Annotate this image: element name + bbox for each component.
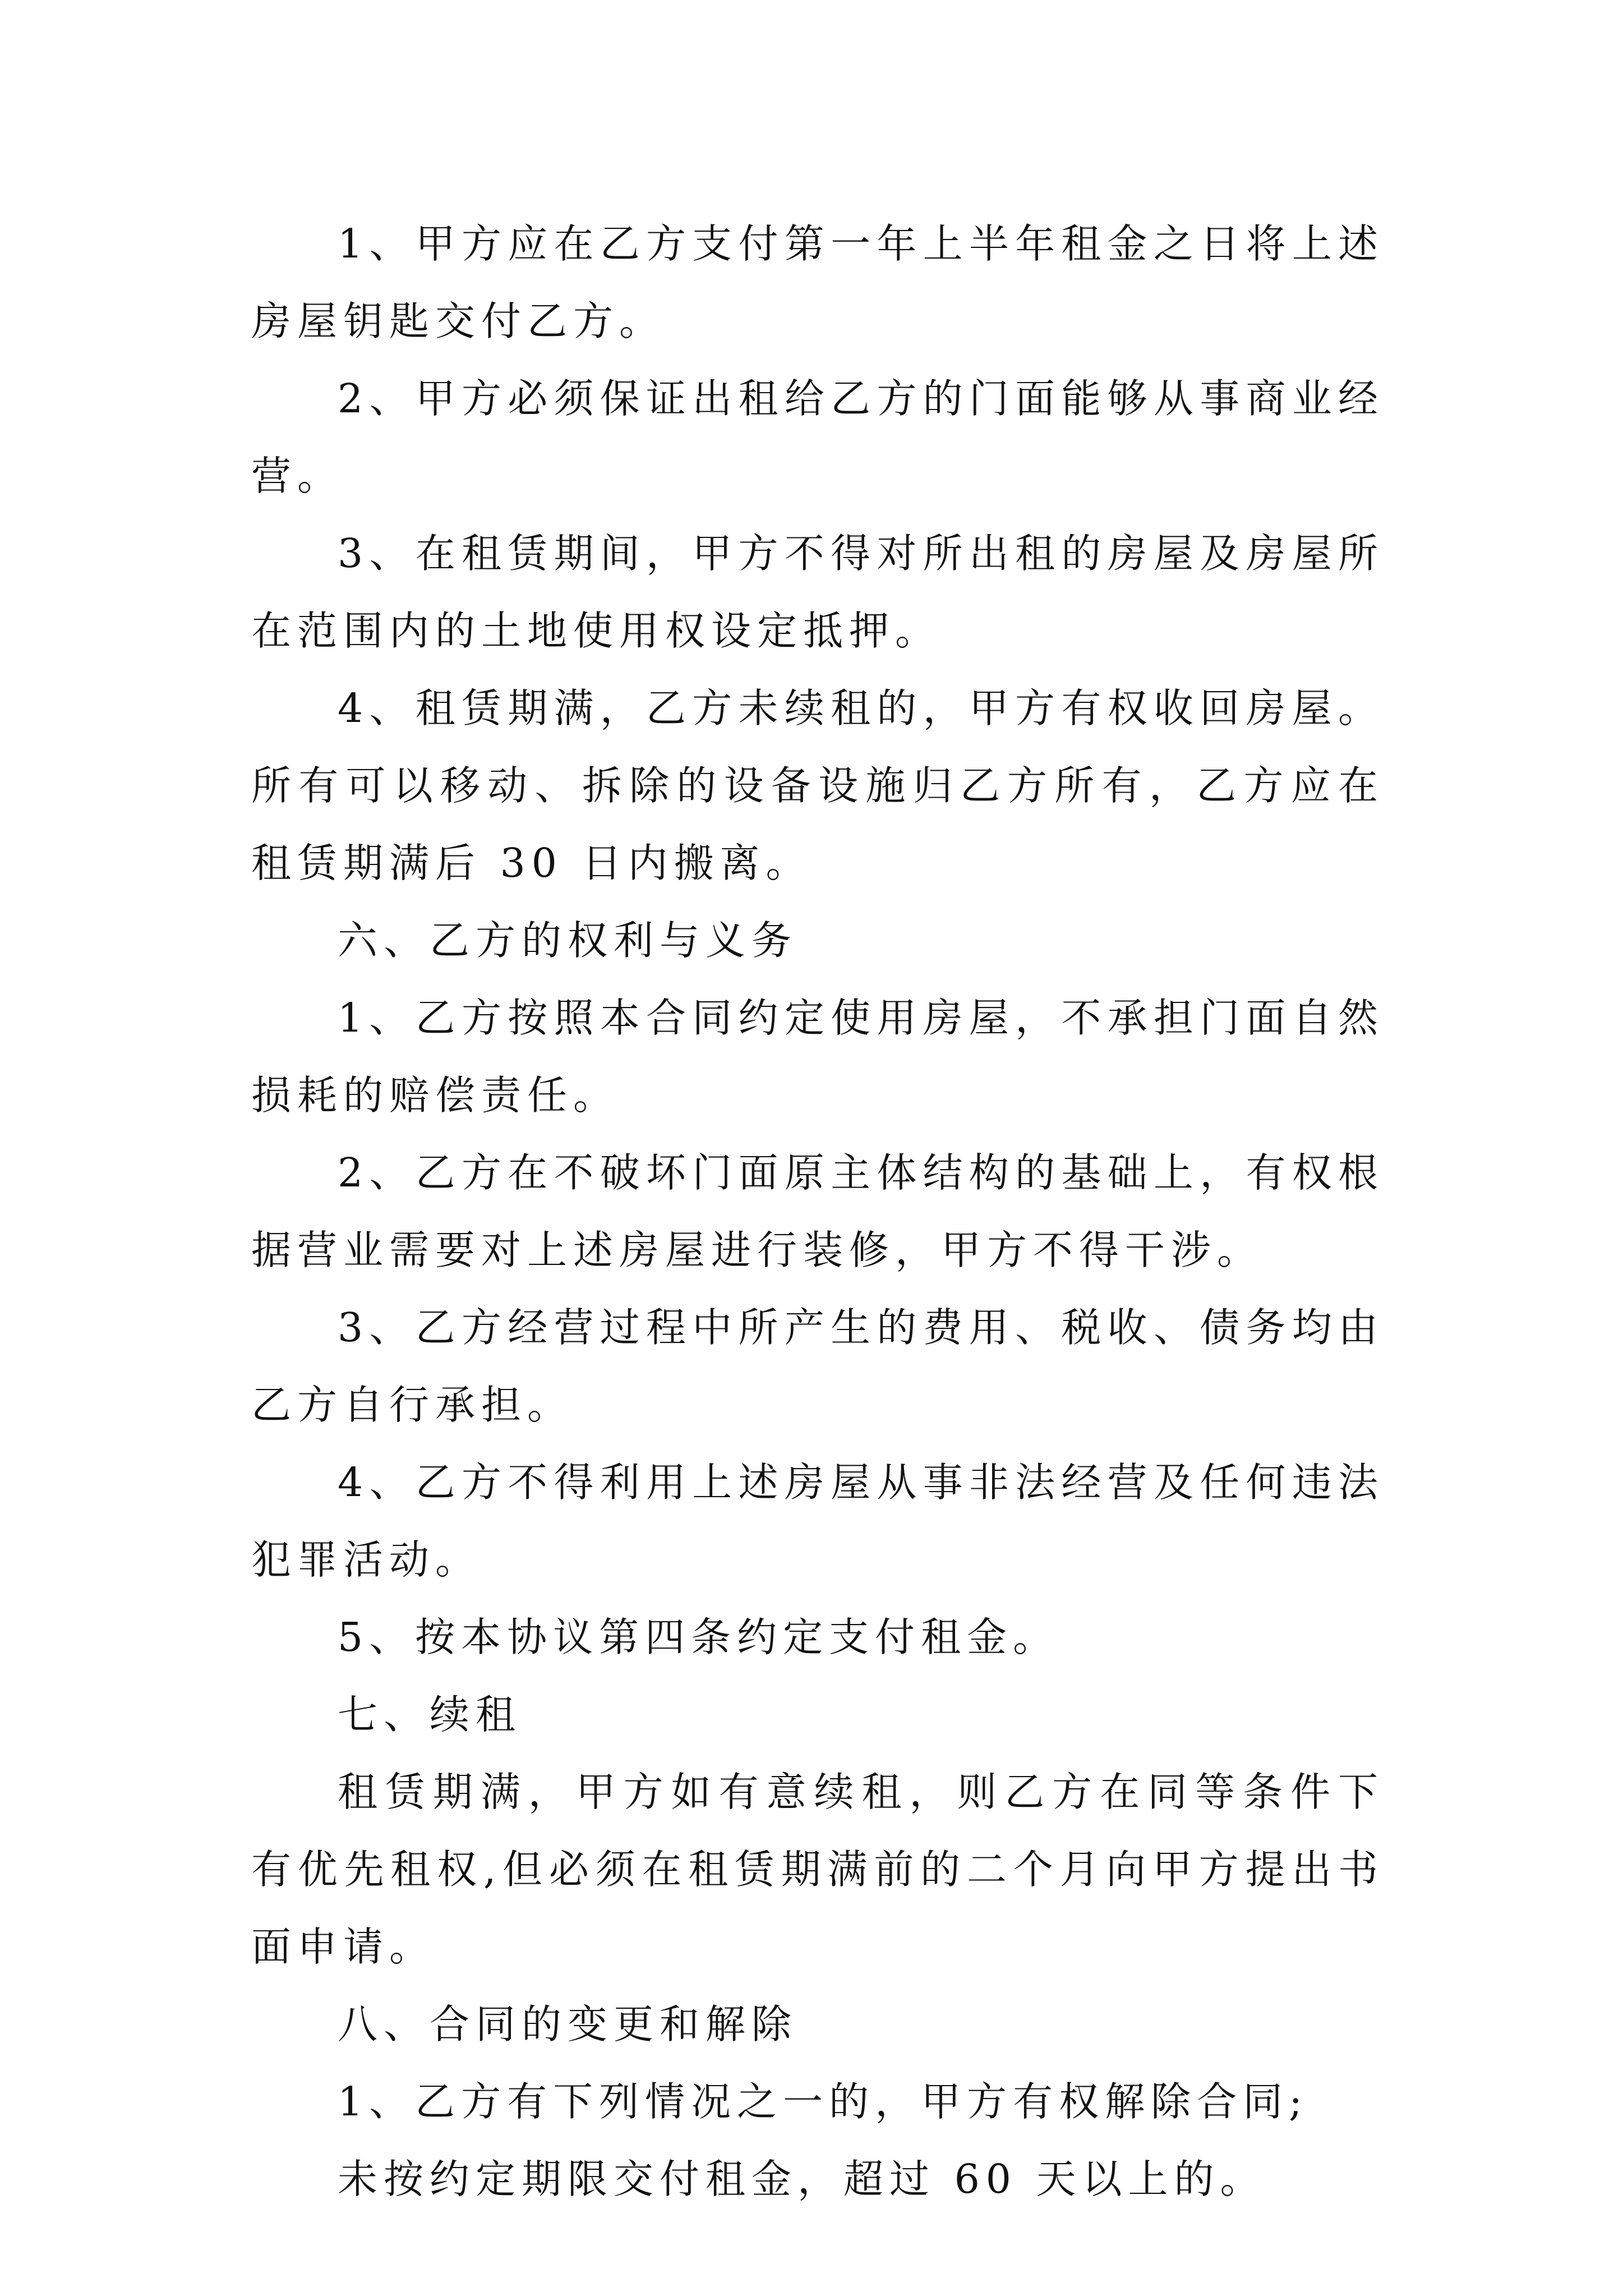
clause-7-renewal: 租赁期满，甲方如有意续租，则乙方在同等条件下有优先租权,但必须在租赁期满前的二个月向甲方提出书面申请。 — [251, 1769, 1384, 1970]
clause-6-3-expenses: 3、乙方经营过程中所产生的费用、税收、债务均由乙方自行承担。 — [251, 1304, 1384, 1428]
section-6-heading: 六、乙方的权利与义务 — [338, 917, 798, 964]
clause-6-1-use-of-premises: 1、乙方按照本合同约定使用房屋，不承担门面自然损耗的赔偿责任。 — [251, 995, 1384, 1119]
clause-5-3-no-mortgage: 3、在租赁期间，甲方不得对所出租的房屋及房屋所在范围内的土地使用权设定抵押。 — [251, 530, 1384, 654]
section-7-heading: 七、续租 — [338, 1691, 522, 1738]
clause-8-1-termination: 1、乙方有下列情况之一的，甲方有权解除合同; — [338, 2078, 1309, 2125]
clause-8-1-late-rent: 未按约定期限交付租金，超过 60 天以上的。 — [338, 2156, 1266, 2202]
clause-5-4-lease-expiry: 4、租赁期满，乙方未续租的，甲方有权收回房屋。所有可以移动、拆除的设备设施归乙方所有，乙方应在租赁期满后 30 日内搬离。 — [251, 685, 1384, 886]
clause-5-2-commercial-use: 2、甲方必须保证出租给乙方的门面能够从事商业经营。 — [251, 375, 1384, 499]
section-8-heading: 八、合同的变更和解除 — [338, 2001, 798, 2047]
clause-6-5-pay-rent: 5、按本协议第四条约定支付租金。 — [338, 1614, 1059, 1660]
clause-6-2-renovation: 2、乙方在不破坏门面原主体结构的基础上，有权根据营业需要对上述房屋进行装修，甲方不得干涉。 — [251, 1149, 1384, 1273]
clause-5-1-key-handover: 1、甲方应在乙方支付第一年上半年租金之日将上述房屋钥匙交付乙方。 — [251, 220, 1384, 344]
document-body — [251, 205, 1384, 2218]
clause-6-4-no-illegal-activity: 4、乙方不得利用上述房屋从事非法经营及任何违法犯罪活动。 — [251, 1459, 1384, 1583]
